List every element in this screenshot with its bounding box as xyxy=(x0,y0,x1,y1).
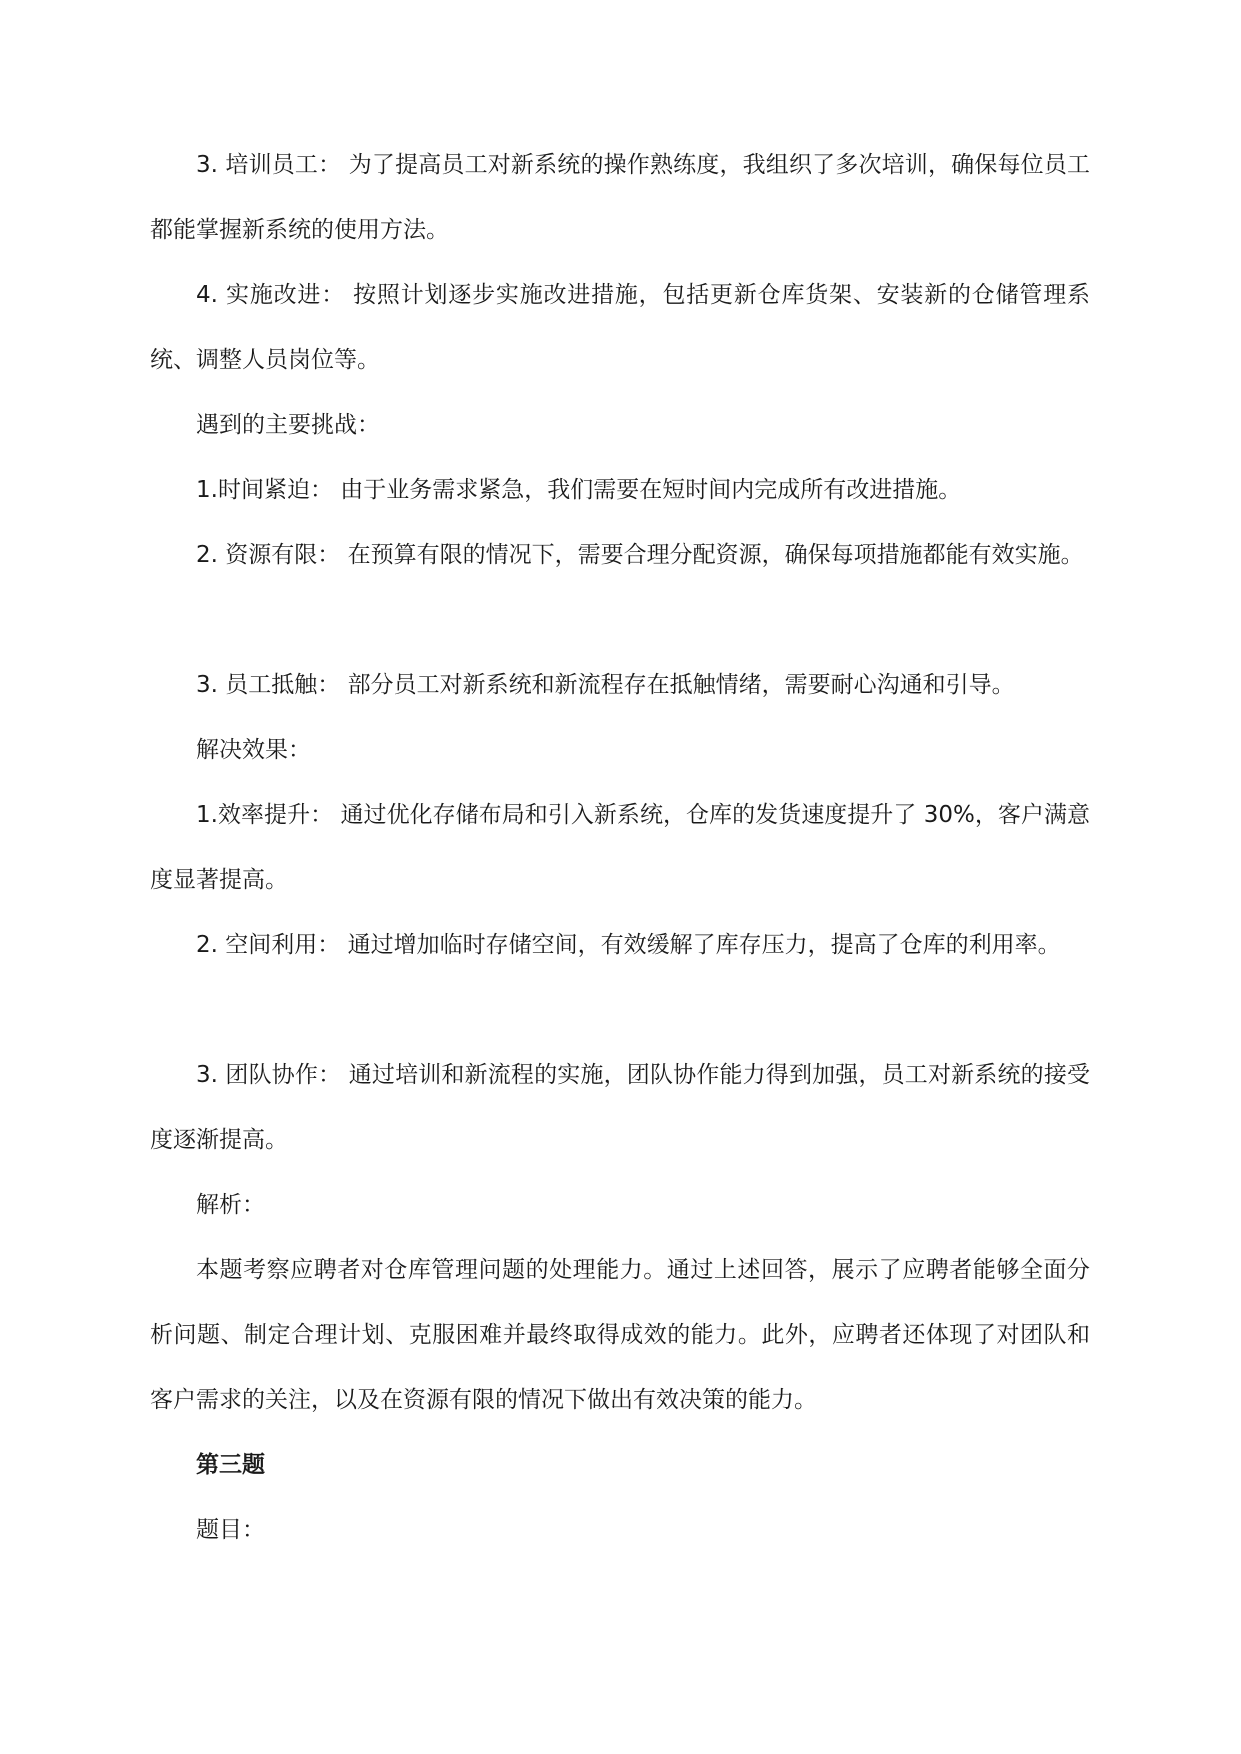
paragraph-implement-improvements: 4. 实施改进： 按照计划逐步实施改进措施，包括更新仓库货架、安装新的仓储管理系统、调整人员岗位等。 xyxy=(150,282,1090,373)
paragraph-space-utilization: 2. 空间利用： 通过增加临时存储空间，有效缓解了库存压力，提高了仓库的利用率。 xyxy=(196,932,1061,958)
paragraph-time-pressure: 1.时间紧迫： 由于业务需求紧急，我们需要在短时间内完成所有改进措施。 xyxy=(196,477,962,503)
paragraph-limited-resources: 2. 资源有限： 在预算有限的情况下，需要合理分配资源，确保每项措施都能有效实施。 xyxy=(196,542,1084,568)
heading-question-three: 第三题 xyxy=(196,1452,265,1478)
paragraph-efficiency-gain: 1.效率提升： 通过优化存储布局和引入新系统，仓库的发货速度提升了 30%，客户满意度显著提高。 xyxy=(150,802,1090,893)
paragraph-analysis-body: 本题考察应聘者对仓库管理问题的处理能力。通过上述回答，展示了应聘者能够全面分析问题、制定合理计划、克服困难并最终取得成效的能力。此外，应聘者还体现了对团队和客户需求的关注，以及在资源有限的情况下做出有效决策的能力。 xyxy=(150,1257,1090,1413)
paragraph-train-staff: 3. 培训员工： 为了提高员工对新系统的操作熟练度，我组织了多次培训，确保每位员工都能掌握新系统的使用方法。 xyxy=(150,152,1090,243)
heading-analysis: 解析： xyxy=(196,1192,265,1218)
paragraph-staff-resistance: 3. 员工抵触： 部分员工对新系统和新流程存在抵触情绪，需要耐心沟通和引导。 xyxy=(196,672,1015,698)
label-question: 题目： xyxy=(196,1517,265,1543)
paragraph-team-collaboration: 3. 团队协作： 通过培训和新流程的实施，团队协作能力得到加强，员工对新系统的接受度逐渐提高。 xyxy=(150,1062,1090,1153)
heading-results: 解决效果： xyxy=(196,737,311,763)
heading-main-challenges: 遇到的主要挑战： xyxy=(196,412,380,438)
